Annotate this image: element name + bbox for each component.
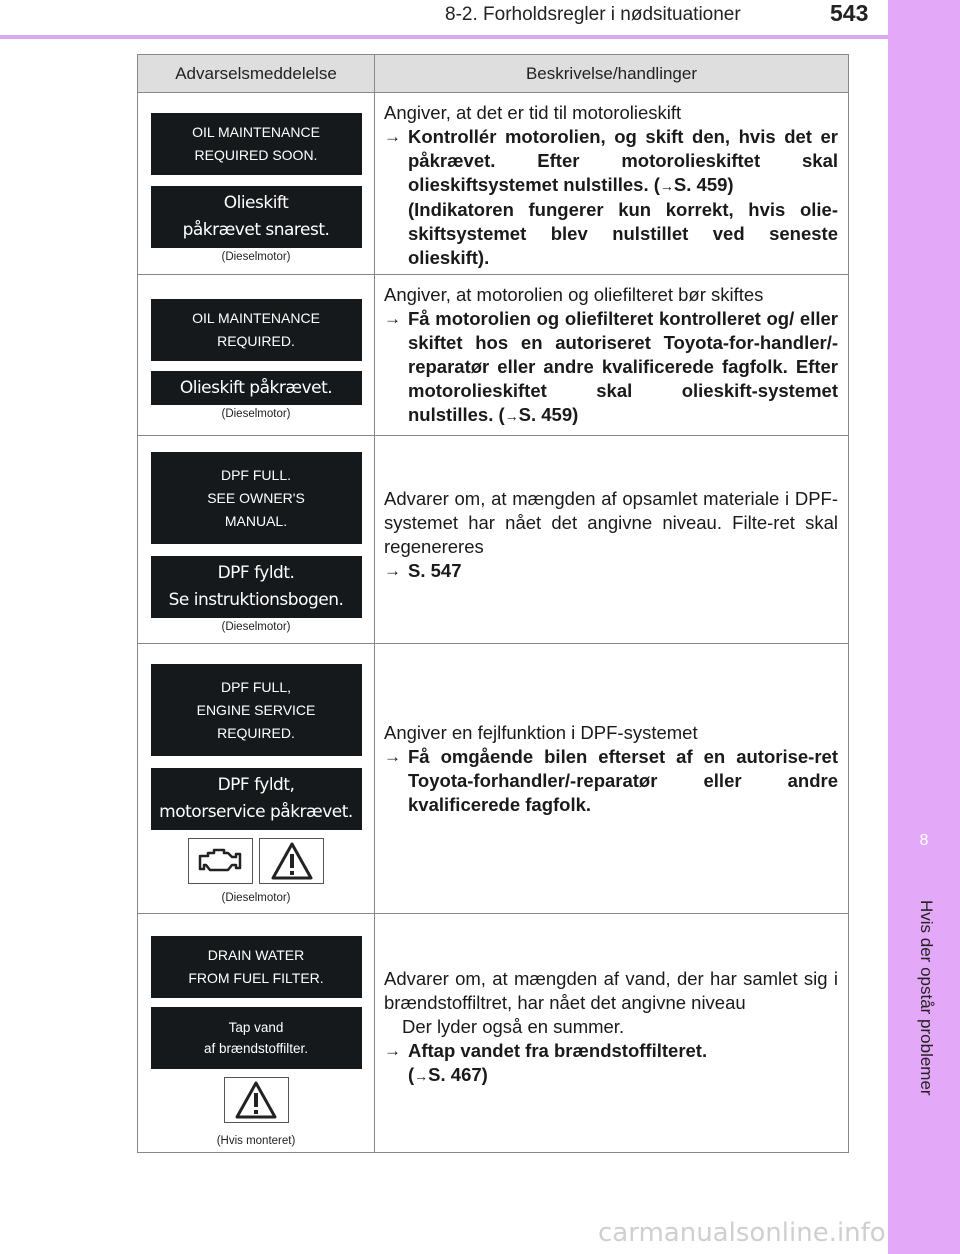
table-row	[138, 644, 849, 914]
action-item: → Få motorolien og oliefilteret kontrolleret og/ eller skiftet hos en autoriseret Toyota-for-handler/-reparatør eller andre kvalificerede fagfolk. Efter motorolieskiftet skal olieskift-systemet nulstilles. (→S. 459)	[384, 307, 838, 428]
page-reference: S. 459)	[673, 174, 734, 195]
display-message-da: Olieskift påkrævet snarest.	[151, 186, 362, 248]
page-reference: S. 459)	[518, 404, 579, 425]
warning-messages-table	[137, 54, 849, 1153]
buzzer-note: Der lyder også en summer.	[402, 1015, 625, 1037]
engine-warning-icon	[188, 838, 253, 884]
display-message-da: DPF fyldt, motorservice påkrævet.	[151, 768, 362, 830]
table-row	[138, 93, 849, 275]
table-row	[138, 275, 849, 436]
description-intro: Angiver, at det er tid til motorolieskift	[384, 102, 682, 123]
engine-caption: (Hvis monteret)	[216, 1135, 296, 1147]
page-reference: S. 467)	[428, 1063, 488, 1085]
arrow-icon: →	[504, 408, 519, 424]
warning-icons	[138, 838, 374, 884]
description-intro: Angiver en fejlfunktion i DPF-systemet	[384, 721, 698, 743]
description-intro: Advarer om, at mængden af opsamlet materiale i DPF-systemet har nået det angivne niveau. Filte-ret skal regenereres	[384, 487, 838, 557]
section-title: 8-2. Forholdsregler i nødsituationer	[445, 4, 741, 25]
table-row	[138, 436, 849, 644]
warning-triangle-icon	[224, 1077, 289, 1123]
chapter-number: 8	[919, 832, 929, 849]
arrow-icon: →	[384, 1040, 401, 1060]
column-header-message: Advarselsmeddelelse	[138, 55, 375, 93]
action-item: → Få omgående bilen efterset af en autorise-ret Toyota-forhandler/-reparatør eller andre kvalificerede fagfolk.	[384, 745, 838, 815]
arrow-icon: →	[384, 127, 401, 146]
arrow-icon: →	[384, 309, 401, 328]
warning-icons	[138, 1077, 374, 1123]
header-divider	[0, 35, 888, 39]
arrow-icon: →	[384, 560, 401, 580]
chapter-label: Hvis der opstår problemer	[917, 900, 936, 1096]
table-row	[138, 914, 849, 1153]
engine-caption: (Dieselmotor)	[221, 251, 291, 263]
column-header-description: Beskrivelse/handlinger	[375, 55, 849, 93]
action-item: → Kontrollér motorolien, og skift den, hvis det er påkrævet. Efter motorolieskiftet skal olieskiftsystemet nulstilles. (→S. 459)	[384, 125, 838, 198]
display-message-en: DPF FULL. SEE OWNER'S MANUAL.	[151, 452, 362, 544]
display-message-da: DPF fyldt. Se instruktionsbogen.	[151, 556, 362, 618]
arrow-icon: →	[384, 746, 401, 766]
page-reference: S. 547	[408, 559, 462, 581]
display-message-en: DRAIN WATER FROM FUEL FILTER.	[151, 936, 362, 998]
arrow-icon: →	[414, 1067, 429, 1084]
description-intro: Angiver, at motorolien og oliefilteret bør skiftes	[384, 284, 764, 305]
description-intro: Advarer om, at mængden af vand, der har samlet sig i brændstoffiltret, har nået det angivne niveau	[384, 967, 838, 1013]
engine-caption: (Dieselmotor)	[221, 621, 291, 633]
arrow-icon: →	[659, 178, 674, 194]
display-message-en: OIL MAINTENANCE REQUIRED SOON.	[151, 113, 362, 175]
display-message-en: DPF FULL, ENGINE SERVICE REQUIRED.	[151, 664, 362, 756]
action-item	[384, 559, 838, 583]
engine-caption: (Dieselmotor)	[221, 892, 291, 904]
page-reference-line: (→S. 467)	[408, 1063, 488, 1085]
chapter-side-tab	[888, 0, 960, 1254]
engine-caption: (Dieselmotor)	[221, 408, 291, 420]
warning-triangle-icon	[259, 838, 324, 884]
action-item: → Aftap vandet fra brændstoffilteret.	[384, 1039, 708, 1061]
action-note: (Indikatoren fungerer kun korrekt, hvis olie-skiftsystemet blev nulstillet ved seneste olieskift).	[408, 199, 838, 268]
display-message-da: Tap vand af brændstoffilter.	[151, 1007, 362, 1069]
watermark: carmanualsonline.info	[598, 1218, 886, 1248]
page-number: 543	[830, 0, 869, 26]
display-message-en: OIL MAINTENANCE REQUIRED.	[151, 299, 362, 361]
display-message-da: Olieskift påkrævet.	[151, 371, 362, 405]
